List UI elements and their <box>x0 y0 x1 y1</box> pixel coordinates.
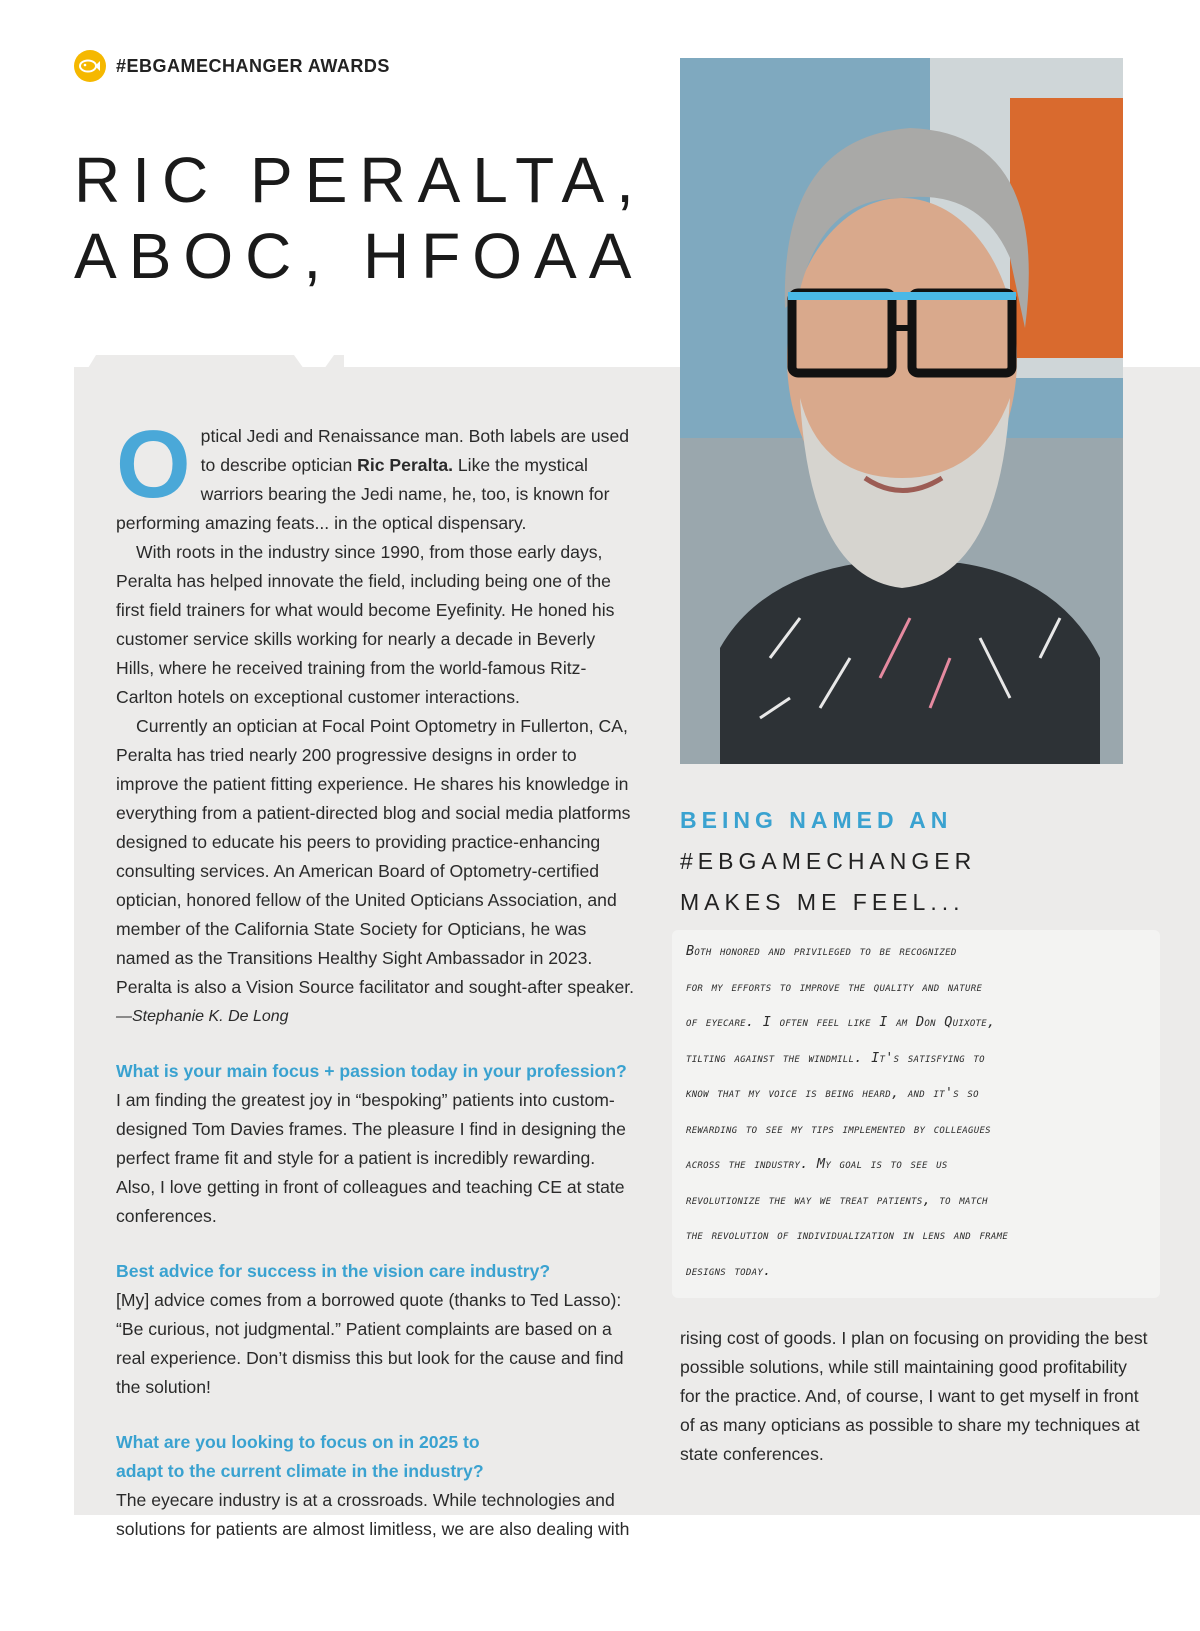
note-line: rewarding to see my tips implemented by colleagues <box>686 1120 991 1137</box>
answer-text: The eyecare industry is at a crossroads. While technologies and solutions for patients are almost limitless, we are also dealing with <box>116 1490 630 1539</box>
fish-icon <box>74 50 106 82</box>
portrait-photo <box>680 58 1123 764</box>
note-line: designs today. <box>686 1262 772 1279</box>
answer-text: [My] advice comes from a borrowed quote (thanks to Ted Lasso): “Be curious, not judgmental.” Patient complaints are based on a real experience. Don’t dismiss this but look for the cause and find the solution! <box>116 1290 624 1397</box>
intro-paragraph: Optical Jedi and Renaissance man. Both labels are used to describe optician Ric Peralta. Like the mystical warriors bearing the Jedi name, he, too, is known for performing amazing feats... in the optical dispensary. <box>116 411 630 533</box>
article-body <box>116 411 636 1544</box>
note-line: the revolution of individualization in lens and frame <box>686 1227 1009 1243</box>
answer-text: I am finding the greatest joy in “bespoking” patients into custom-designed Tom Davies frames. The pleasure I find in designing the perfect frame fit and style for a patient is incredibly rewarding. Also, I love getting in front of colleagues and teaching CE at state conferences. <box>116 1090 626 1226</box>
title-line-1: RIC PERALTA, <box>74 144 646 216</box>
note-line: tilting against the windmill. It's satisfying to <box>686 1049 985 1066</box>
section-header <box>74 50 390 82</box>
drop-cap: O <box>116 411 191 518</box>
note-line: of eyecare. I often feel like I am Don Quixote, <box>686 1014 996 1030</box>
feel-heading-line-1: BEING NAMED AN <box>680 807 953 833</box>
subject-name: Ric Peralta. <box>357 455 453 475</box>
panel-notch <box>74 355 344 391</box>
paragraph: With roots in the industry since 1990, from those early days, Peralta has helped innovate the field, including being one of the first field trainers for what would become Eyefinity. He honed his customer service skills working for nearly a decade in Beverly Hills, where he received training from the world-famous Ritz-Carlton hotels on exceptional customer interactions. <box>116 542 615 707</box>
question-heading: What is your main focus + passion today in your profession? <box>116 1061 627 1081</box>
feel-heading-line-2: #EBGAMECHANGER <box>680 848 977 874</box>
question-heading: Best advice for success in the vision care industry? <box>116 1261 551 1281</box>
section-label: #EBGAMECHANGER AWARDS <box>116 55 390 76</box>
paragraph: Currently an optician at Focal Point Optometry in Fullerton, CA, Peralta has tried nearly 200 progressive designs in order to improve the patient fitting experience. He shares his knowledge in everything from a patient-directed blog and social media platforms designed to educate his peers to providing practice-enhancing consulting services. An American Board of Optometry-certified optician, honored fellow of the United Opticians Association, and member of the California State Society for Opticians, he was named as the Transitions Healthy Sight Ambassador in 2023. Peralta is also a Vision Source facilitator and sought-after speaker. <box>116 716 635 997</box>
note-line: across the industry. My goal is to see us <box>686 1156 948 1172</box>
feel-heading <box>680 800 1140 923</box>
note-line: revolutionize the way we treat patients, to match <box>686 1191 988 1208</box>
feel-heading-line-3: MAKES ME FEEL... <box>680 889 965 915</box>
note-line: for my efforts to improve the quality and nature <box>686 978 983 995</box>
handwritten-note <box>686 934 1156 1289</box>
note-line: Both honored and privileged to be recognized <box>686 943 957 959</box>
question-heading: What are you looking to focus on in 2025 to adapt to the current climate in the industry? <box>116 1432 484 1481</box>
title-line-2: ABOC, HFOAA <box>74 220 644 292</box>
note-line: know that my voice is being heard, and it's so <box>686 1085 979 1101</box>
byline: —Stephanie K. De Long <box>116 1008 289 1025</box>
continued-answer: rising cost of goods. I plan on focusing on providing the best possible solutions, while still maintaining good profitability for the practice. And, of course, I want to get myself in front of as many opticians as possible to share my techniques at state conferences. <box>680 1328 1148 1464</box>
page-title <box>74 142 654 294</box>
